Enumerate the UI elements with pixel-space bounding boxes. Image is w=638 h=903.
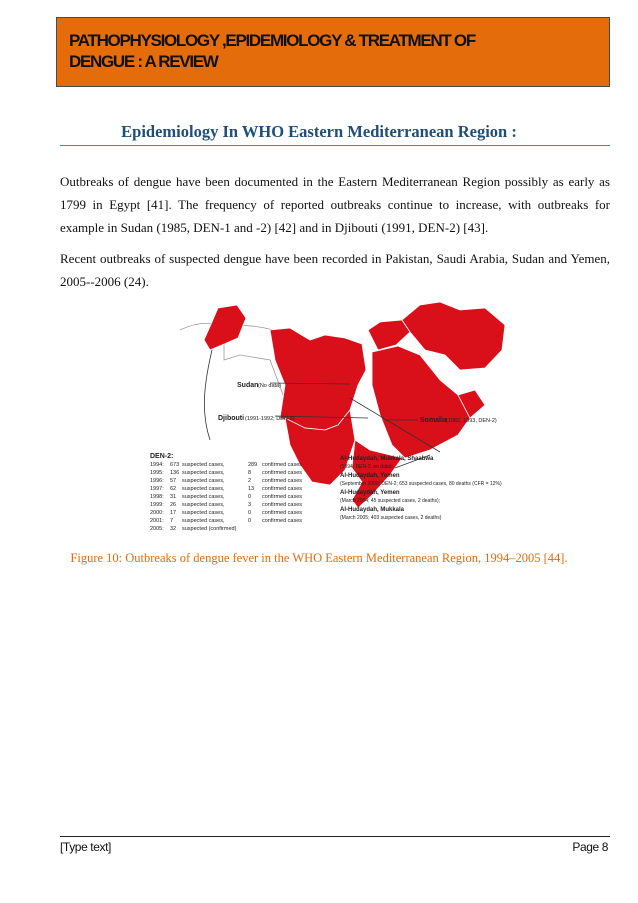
yemen-note-detail: (September 2000; DEN-2; 653 suspected cases, 80 deaths (CFR = 12%) xyxy=(340,481,502,487)
yemen-note-title: Al-Hudaydah, Mukkala, Shaabwa xyxy=(340,456,434,462)
den2-row-suspected-label: suspected cases, xyxy=(182,518,225,524)
den2-row-suspected: 31 xyxy=(170,494,177,500)
den2-row-year: 2001: xyxy=(150,518,164,524)
den2-row-confirmed: 2 xyxy=(248,478,252,484)
den2-row-suspected: 673 xyxy=(170,462,180,468)
den2-row-year: 1999: xyxy=(150,502,164,508)
paragraph-recent-outbreaks: Recent outbreaks of suspected dengue have been recorded in Pakistan, Saudi Arabia, Sudan and Yemen, 2005--2006 (24). xyxy=(60,251,610,289)
den2-row-confirmed-label: confirmed cases xyxy=(262,486,303,492)
den2-row-year: 1998: xyxy=(150,494,164,500)
document-title-line2: DENGUE : A REVIEW xyxy=(69,52,218,71)
den2-row-suspected: 136 xyxy=(170,470,180,476)
den2-row-suspected-label: suspected cases, xyxy=(182,502,225,508)
paragraph-outbreak-history: Outbreaks of dengue have been documented in the Eastern Mediterranean Region possibly as early as 1799 in Egypt [41]. The frequency of reported outbreaks continue to increase, with outbreaks for example in Sudan (1985, DEN-1 and -2) [42] and in Djibouti (1991, DEN-2) [43]. xyxy=(60,174,610,235)
label-djibouti-note: (1991-1992; DEN-2) xyxy=(245,416,295,422)
label-sudan-note: (No data) xyxy=(258,383,281,389)
yemen-note-detail: (1994; DEN-3, no data); xyxy=(340,464,394,470)
den2-row-suspected-label: suspected cases, xyxy=(182,494,225,500)
den2-row-confirmed-label: confirmed cases xyxy=(262,470,303,476)
den2-row-suspected-label: suspected cases, xyxy=(182,510,225,516)
section-heading: Epidemiology In WHO Eastern Mediterranean Region : xyxy=(121,122,517,141)
page-number: Page 8 xyxy=(572,840,608,854)
den2-row-suspected-label: suspected cases, xyxy=(182,478,225,484)
yemen-note-title: Al-Hudaydah, Yemen xyxy=(340,473,400,479)
footer-placeholder-text: [Type text] xyxy=(60,840,111,854)
document-header xyxy=(56,17,610,87)
den2-row-suspected: 17 xyxy=(170,510,177,516)
label-sudan: Sudan xyxy=(237,382,259,389)
den2-row-confirmed: 3 xyxy=(248,502,252,508)
yemen-note-detail: (March 2005; 403 suspected cases, 2 deaths) xyxy=(340,515,442,521)
den2-row-confirmed: 0 xyxy=(248,494,252,500)
den2-row-suspected: 62 xyxy=(170,486,177,492)
den2-row-year: 2005: xyxy=(150,526,164,532)
document-title xyxy=(69,30,609,72)
yemen-note-title: Al-Hudaydah, Yemen xyxy=(340,490,400,496)
den2-row-year: 1997: xyxy=(150,486,164,492)
den2-row-confirmed-label: confirmed cases xyxy=(262,462,303,468)
figure-caption: Figure 10: Outbreaks of dengue fever in the WHO Eastern Mediterranean Region, 1994–2005 [44]. xyxy=(70,551,568,565)
den2-row-confirmed: 289 xyxy=(248,462,258,468)
label-djibouti: Djibouti xyxy=(218,415,245,422)
den2-row-year: 1995: xyxy=(150,470,164,476)
den2-table xyxy=(150,462,302,532)
outbreak-map xyxy=(140,300,520,545)
den2-title: DEN-2: xyxy=(150,453,174,460)
den2-row-confirmed: 13 xyxy=(248,486,255,492)
yemen-note-title: Al-Hudaydah, Mukkala xyxy=(340,507,405,513)
outbreak-map-figure xyxy=(140,300,520,545)
label-somalia: Somalia xyxy=(420,417,447,424)
den2-row-confirmed-label: confirmed cases xyxy=(262,518,303,524)
den2-row-suspected: 26 xyxy=(170,502,177,508)
den2-row-confirmed-label: confirmed cases xyxy=(262,494,303,500)
footer-divider xyxy=(60,836,610,837)
label-somalia-note: (1982, 1993, DEN-2) xyxy=(446,418,497,424)
heading-divider xyxy=(60,145,610,146)
levant-region xyxy=(368,320,410,350)
den2-row-confirmed: 0 xyxy=(248,510,252,516)
morocco-region xyxy=(204,305,246,350)
den2-row-suspected: 32 xyxy=(170,526,177,532)
den2-row-suspected-label: suspected cases, xyxy=(182,470,225,476)
den2-row-suspected-label: suspected cases, xyxy=(182,462,225,468)
den2-row-confirmed: 8 xyxy=(248,470,252,476)
den2-row-suspected-label: suspected (confirmed) xyxy=(182,526,237,532)
yemen-note-detail: (March 2004; 45 suspected cases, 2 deaths); xyxy=(340,498,441,504)
den2-row-confirmed: 0 xyxy=(248,518,252,524)
document-title-line1: PATHOPHYSIOLOGY ,EPIDEMIOLOGY & TREATMENT OF xyxy=(69,31,475,50)
den2-row-suspected: 7 xyxy=(170,518,174,524)
den2-row-confirmed-label: confirmed cases xyxy=(262,510,303,516)
den2-row-suspected-label: suspected cases, xyxy=(182,486,225,492)
libya-egypt-region xyxy=(270,328,366,430)
den2-row-suspected: 57 xyxy=(170,478,177,484)
den2-row-year: 2000: xyxy=(150,510,164,516)
den2-row-year: 1996: xyxy=(150,478,164,484)
den2-row-year: 1994: xyxy=(150,462,164,468)
den2-row-confirmed-label: confirmed cases xyxy=(262,478,303,484)
den2-row-confirmed-label: confirmed cases xyxy=(262,502,303,508)
